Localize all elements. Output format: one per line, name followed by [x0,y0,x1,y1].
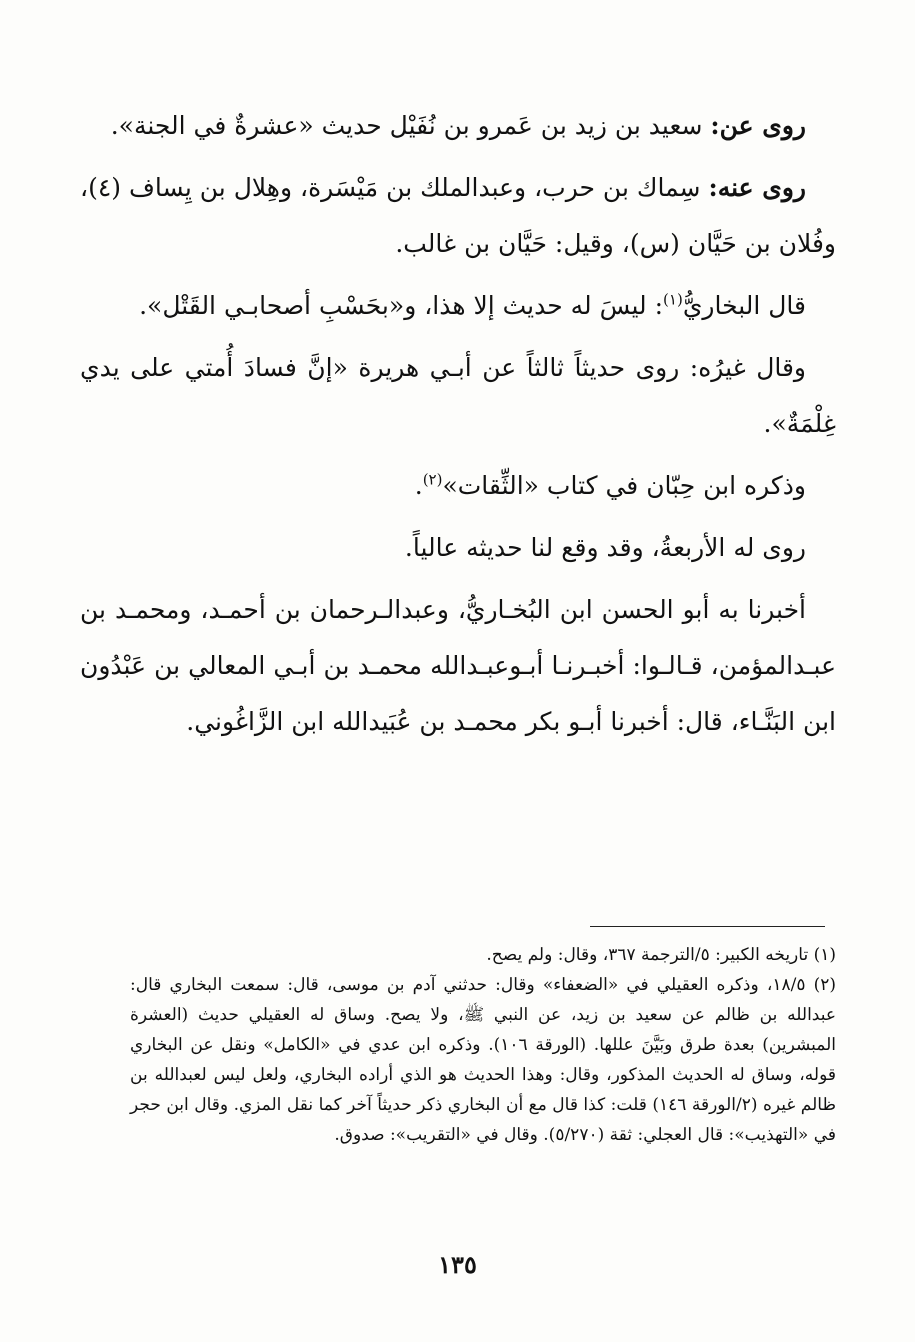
paragraph-narrated-by [80,160,836,272]
footnote-2: (٢) ١٨/٥، وذكره العقيلي في «الضعفاء» وقال: حدثني آدم بن موسى، قال: سمعت البخاري قال: عبدالله بن ظالم عن سعيد بن زيد، عن النبي ﷺ، ولا يصح. وساق له العقيلي حديث (العشرة المبشرين) بعدة طرق وبَيَّنَ عللها. (الورقة ١٠٦). وذكره ابن عدي في «الكامل» ونقل عن البخاري قوله، وساق له الحديث المذكور، وقال: وهذا الحديث هو الذي أراده البخاري، ولعل ليس لعبدالله بن ظالم غيره (٢/الورقة ١٤٦) قلت: كذا قال مع أن البخاري ذكر حديثاً آخر كما نقل المزي. وقال ابن حجر في «التهذيب»: قال العجلي: ثقة (٥/٢٧٠). وقال في «التقريب»: صدوق. [130,975,836,1145]
paragraph-narrated-from [80,98,836,154]
paragraph-ibn-hibban: وذكره ابن حِبّان في كتاب «الثِّقات»$^{(٢)}$. [414,470,806,500]
paragraph-bukhari: قال البخاريُّ$^{(١)}$: ليسَ له حديث إلا هذا، و«بحَسْبِ أصحابـي القَتْل». [139,290,806,320]
footnote-ref-2[interactable]: (٢) [422,470,443,489]
main-text [80,98,836,756]
label-narrated-by: روى عنه: [708,173,806,202]
text-narrated-by: سِماك بن حرب، وعبدالملك بن مَيْسَرة، وهِلال بن يِساف (٤)، وفُلان بن حَيَّان (س)، وقيل: حَيَّان بن غالب. [80,173,836,258]
paragraph-chain: أخبرنا به أبو الحسن ابن البُخـاريُّ، وعبدالـرحمان بن أحمـد، ومحمـد بن عبـدالمؤمن، قـالـوا: أخبـرنـا أبـوعبـدالله محمـد بن أبـي المعالي بن عَبْدُون ابن البَنَّـاء، قال: أخبرنا أبـو بكر محمـد بن عُبَيدالله ابن الزَّاغُوني. [80,595,836,736]
footnotes [130,940,836,1150]
footnote-ref-1[interactable]: (١) [663,290,683,309]
footnote-divider [590,926,825,927]
text-narrated-from: سعيد بن زيد بن عَمرو بن نُفَيْل حديث «عشرةٌ في الجنة». [110,111,703,140]
footnote-1: (١) تاريخه الكبير: ٥/الترجمة ٣٦٧، وقال: ولم يصح. [486,945,836,965]
paragraph-others: وقال غيرُه: روى حديثاً ثالثاً عن أبـي هريرة «إنَّ فسادَ أُمتي على يدي غِلْمَةٌ». [80,353,836,438]
page-number: ١٣٥ [438,1250,477,1279]
label-narrated-from: روى عن: [710,111,806,140]
paragraph-narrated-by-four: روى له الأربعةُ، وقد وقع لنا حديثه عالياً. [404,533,806,562]
